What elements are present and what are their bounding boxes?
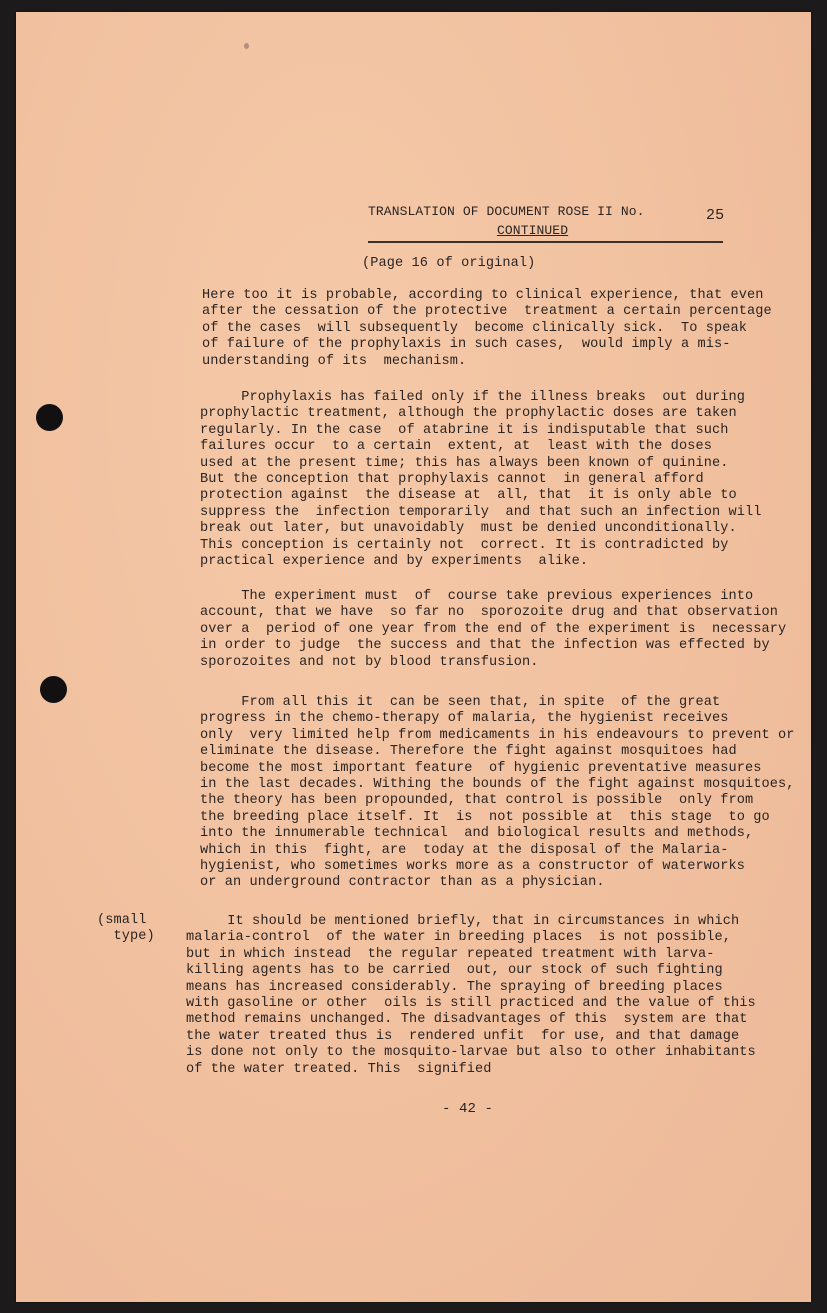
text-line: killing agents has to be carried out, our stock of such fighting <box>186 963 723 979</box>
text-line: prophylactic treatment, although the prophylactic doses are taken <box>200 406 737 422</box>
text-line: understanding of its mechanism. <box>202 353 467 369</box>
paragraph-3 <box>200 589 786 671</box>
document-page-number: 25 <box>706 207 725 224</box>
text-line: used at the present time; this has always been known of quinine. <box>200 455 729 471</box>
paragraph-1 <box>202 288 772 370</box>
text-line: progress in the chemo-therapy of malaria, the hygienist receives <box>200 711 729 727</box>
original-page-reference: (Page 16 of original) <box>362 256 536 271</box>
punch-hole-top <box>36 404 63 431</box>
text-line: only very limited help from medicaments in his endeavours to prevent or <box>200 727 795 743</box>
document-subtitle: CONTINUED <box>497 223 569 238</box>
margin-note-small-type <box>97 913 155 945</box>
text-line: This conception is certainly not correct. It is contradicted by <box>200 537 729 553</box>
text-line: hygienist, who sometimes works more as a constructor of waterworks <box>200 859 745 875</box>
text-line: with gasoline or other oils is still practiced and the value of this <box>186 996 756 1012</box>
margin-note-line: type) <box>97 929 155 944</box>
text-line: or an underground contractor than as a physician. <box>200 875 605 891</box>
text-line: over a period of one year from the end of the experiment is necessary <box>200 621 787 637</box>
text-line: But the conception that prophylaxis cannot in general afford <box>200 472 704 488</box>
text-line: into the innumerable technical and biological results and methods, <box>200 826 754 842</box>
document-title: TRANSLATION OF DOCUMENT ROSE II No. <box>368 204 645 219</box>
text-line: is done not only to the mosquito-larvae but also to other inhabitants <box>186 1045 756 1061</box>
text-line: the breeding place itself. It is not possible at this stage to go <box>200 809 770 825</box>
text-line: of failure of the prophylaxis in such cases, would imply a mis- <box>202 337 731 353</box>
text-line: of the water treated. This signified <box>186 1061 492 1077</box>
text-line: protection against the disease at all, that it is only able to <box>200 488 737 504</box>
text-line: means has increased considerably. The spraying of breeding places <box>186 979 723 995</box>
text-line: regularly. In the case of atabrine it is indisputable that such <box>200 422 729 438</box>
paragraph-4 <box>200 695 795 892</box>
text-line: Prophylaxis has failed only if the illness breaks out during <box>200 390 745 405</box>
text-line: of the cases will subsequently become clinically sick. To speak <box>202 320 747 336</box>
paragraph-5 <box>186 914 756 1078</box>
paragraph-2 <box>200 390 762 570</box>
text-line: after the cessation of the protective treatment a certain percentage <box>202 304 772 320</box>
text-line: malaria-control of the water in breeding places is not possible, <box>186 930 731 946</box>
text-line: suppress the infection temporarily and that such an infection will <box>200 504 762 520</box>
text-line: practical experience and by experiments alike. <box>200 554 589 570</box>
footer-page-number: - 42 - <box>442 1101 494 1117</box>
text-line: in the last decades. Withing the bounds of the fight against mosquitoes, <box>200 777 795 793</box>
text-line: the water treated thus is rendered unfit for use, and that damage <box>186 1028 740 1044</box>
text-line: become the most important feature of hygienic preventative measures <box>200 760 762 776</box>
text-line: in order to judge the success and that the infection was effected by <box>200 638 770 654</box>
text-line: method remains unchanged. The disadvantages of this system are that <box>186 1012 748 1028</box>
text-line: It should be mentioned briefly, that in circumstances in which <box>186 914 740 929</box>
text-line: eliminate the disease. Therefore the fight against mosquitoes had <box>200 744 737 760</box>
text-line: the theory has been propounded, that control is possible only from <box>200 793 754 809</box>
text-line: Here too it is probable, according to clinical experience, that even <box>202 288 764 303</box>
document-page <box>16 12 811 1302</box>
text-line: From all this it can be seen that, in spite of the great <box>200 695 721 710</box>
margin-note-line: (small <box>97 913 147 928</box>
text-line: but in which instead the regular repeated treatment with larva- <box>186 946 715 962</box>
text-line: sporozoites and not by blood transfusion. <box>200 654 539 670</box>
text-line: which in this fight, are today at the disposal of the Malaria- <box>200 842 729 858</box>
text-line: The experiment must of course take previous experiences into <box>200 589 754 604</box>
text-line: account, that we have so far no sporozoite drug and that observation <box>200 605 779 621</box>
header-underline <box>368 241 723 243</box>
text-line: failures occur to a certain extent, at least with the doses <box>200 439 712 455</box>
text-line: break out later, but unavoidably must be denied unconditionally. <box>200 521 737 537</box>
punch-hole-bottom <box>40 676 67 703</box>
paper-speck <box>244 43 249 49</box>
